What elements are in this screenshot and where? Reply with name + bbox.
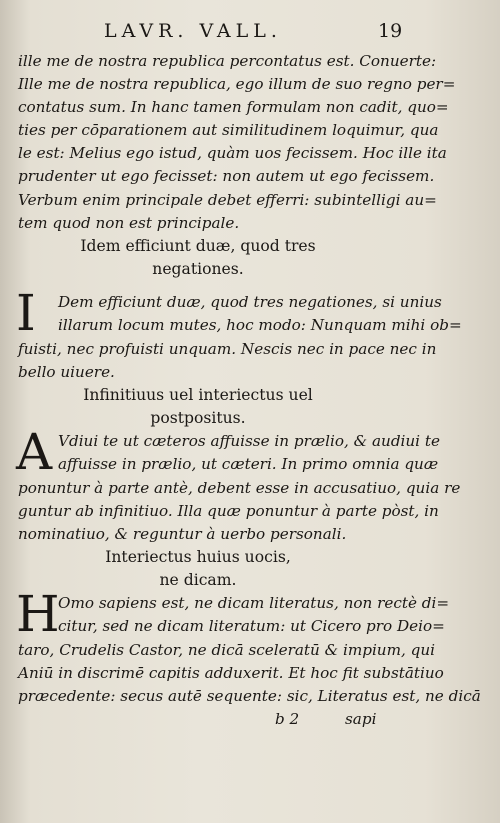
text-line: fuisti, nec profuisti unquam. Nescis nec in pace nec in <box>18 339 437 358</box>
catchword: sapi <box>345 709 377 728</box>
text-line: tem quod non est principale. <box>18 213 240 232</box>
paragraph-continuation <box>18 50 456 235</box>
text-line: Dem efficiunt duæ, quod tres negationes, si unius <box>58 293 442 312</box>
page-text <box>16 50 481 731</box>
section-heading: Infinitiuus uel interiectus uel <box>83 385 313 404</box>
text-line: le est: Melius ego istud, quàm uos fecissem. Hoc ille ita <box>18 144 447 163</box>
text-line: Vdiui te ut cæteros affuisse in prælio, & audiui te <box>58 432 440 451</box>
text-line: ties per cōparationem aut similitudinem loquimur, qua <box>18 121 439 140</box>
section-interiectus <box>16 546 481 708</box>
text-line: affuisse in prælio, ut cæteri. In primo omnia quæ <box>58 455 439 474</box>
text-line: illarum locum mutes, hoc modo: Nunquam mihi ob= <box>58 316 462 335</box>
section-heading: Interiectus huius uocis, <box>105 547 291 566</box>
drop-cap: H <box>16 585 60 644</box>
section-heading: postpositus. <box>150 409 246 428</box>
text-line: bello uiuere. <box>18 362 115 381</box>
text-line: præcedente: secus autē sequente: sic, Literatus est, ne dicā <box>18 686 481 705</box>
text-line: contatus sum. In hanc tamen formulam non cadit, quo= <box>18 98 449 117</box>
text-line: Ille me de nostra republica, ego illum de suo regno per= <box>18 75 456 94</box>
section-heading: negationes. <box>152 260 244 279</box>
text-line: taro, Crudelis Castor, ne dicā sceleratū & impium, qui <box>18 640 435 659</box>
signature-mark: b 2 <box>275 709 300 728</box>
drop-cap: A <box>16 423 53 482</box>
section-infinitiuus <box>16 384 461 546</box>
text-line: Verbum enim principale debet efferri: subintelligi au= <box>18 190 437 209</box>
section-idem-efficiunt <box>16 235 462 384</box>
text-line: ponuntur à parte antè, debent esse in accusatiuo, quia re <box>18 478 461 497</box>
text-line: nominatiuo, & reguntur à uerbo personali. <box>18 524 347 543</box>
section-heading: ne dicam. <box>159 571 237 590</box>
text-line: ille me de nostra republica percontatus est. Conuerte: <box>18 52 437 70</box>
text-line: prudenter ut ego fecisset: non autem ut ego fecissem. <box>18 167 435 186</box>
text-line: citur, sed ne dicam literatum: ut Cicero pro Deio= <box>58 617 445 636</box>
running-head: LAVR. VALL. <box>104 20 282 42</box>
drop-cap: I <box>16 284 36 343</box>
page-number: 19 <box>378 20 403 42</box>
text-line: Aniū in discrimē capitis adduxerit. Et hoc fit substātiuo <box>18 663 444 682</box>
page-header <box>0 20 500 46</box>
section-heading: Idem efficiunt duæ, quod tres <box>80 236 316 255</box>
text-line: guntur ab infinitiuo. Illa quæ ponuntur à parte pòst, in <box>18 501 439 520</box>
text-line: Omo sapiens est, ne dicam literatus, non rectè di= <box>58 594 450 613</box>
page-footer <box>18 708 378 731</box>
